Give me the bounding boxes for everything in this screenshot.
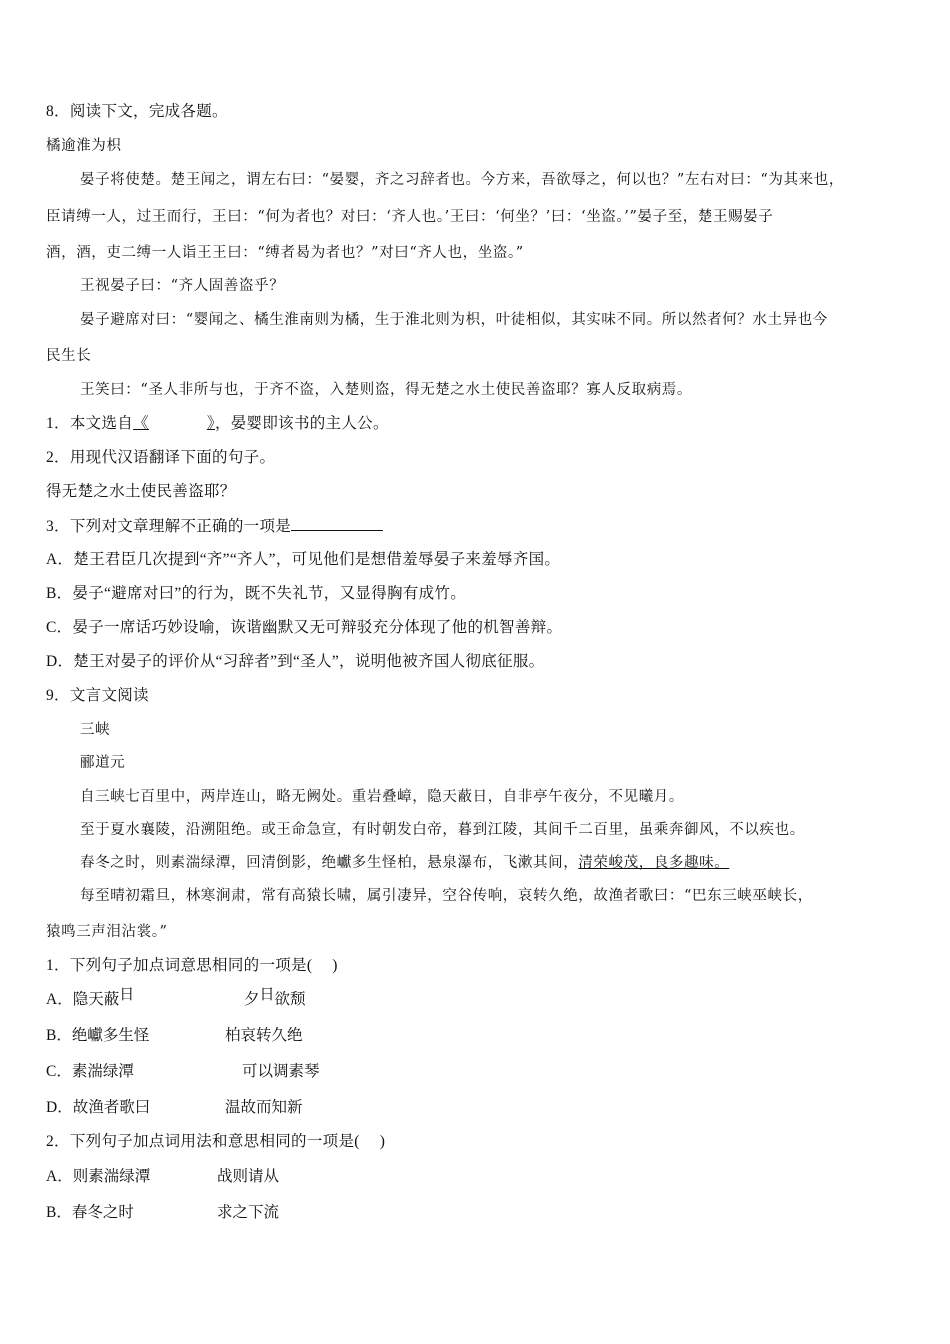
q9-paragraph-4-line-1: 每至晴初霜旦，林寒涧肃，常有高猿长啸，属引凄异，空谷传响，哀转久绝，故渔者歌曰：“巴东三峡巫峡长， — [80, 888, 813, 904]
q9-paragraph-4-line-2: 猿鸣三声泪沾裳。” — [46, 924, 168, 940]
q8-sub1 — [46, 414, 389, 434]
q9-sub1-option-a-right-prefix: 夕 — [244, 991, 260, 1008]
q8-sub3-option-a: A．楚王君臣几次提到“齐”“齐人”，可见他们是想借羞辱晏子来羞辱齐国。 — [46, 551, 561, 568]
q8-sub3 — [46, 516, 383, 537]
q9-sub1-option-a-left — [46, 987, 135, 1010]
q9-sub1-option-c-right: 可以调素琴 — [242, 1063, 320, 1080]
q8-sub1-open-mark: 《 — [133, 415, 149, 432]
q8-paragraph-1-line-2: 臣请缚一人，过王而行，王曰：“何为者也？对曰：‘齐人也。’王曰：‘何坐？’曰：‘坐盗。’”晏子至，楚王赐晏子 — [46, 209, 774, 225]
q8-title: 8．阅读下文，完成各题。 — [46, 103, 228, 120]
q8-sub1-prefix: 1．本文选自 — [46, 415, 134, 432]
q8-paragraph-1-line-1: 晏子将使楚。楚王闻之，谓左右曰：“晏婴，齐之习辞者也。今方来，吾欲辱之，何以也？”左右对曰：“为其来也， — [80, 172, 844, 188]
q9-sub1: 1．下列句子加点词意思相同的一项是( ) — [46, 957, 338, 974]
q9-sub1-option-b-right: 柏哀转久绝 — [225, 1027, 303, 1044]
q8-paragraph-1-line-3: 酒，酒，吏二缚一人诣王王曰：“缚者曷为者也？”对曰“齐人也，坐盗。” — [46, 245, 524, 261]
q8-passage-title: 橘逾淮为枳 — [46, 138, 122, 154]
q8-sub1-close-mark: 》 — [206, 415, 215, 432]
q9-sub1-option-c-left: C．素湍绿潭 — [46, 1063, 134, 1080]
q9-sub2-option-a-right: 战则请从 — [217, 1168, 280, 1185]
q8-sub1-suffix: ，晏婴即该书的主人公。 — [214, 415, 389, 432]
q8-paragraph-3-line-1: 晏子避席对曰：“婴闻之、橘生淮南则为橘，生于淮北则为枳，叶徒相似，其实味不同。所以然者何？水土异也今 — [80, 312, 828, 328]
q8-sub3-option-d: D．楚王对晏子的评价从“习辞者”到“圣人”，说明他被齐国人彻底征服。 — [46, 653, 545, 670]
q9-sub2-option-a-left: A．则素湍绿潭 — [46, 1168, 151, 1185]
q9-sub2-option-b-left: B．春冬之时 — [46, 1204, 134, 1221]
q8-paragraph-2: 王视晏子曰：“齐人固善盗乎？ — [80, 278, 285, 294]
q9-author: 郦道元 — [80, 755, 126, 771]
q8-sub1-blank[interactable] — [133, 415, 215, 432]
q8-sub3-text: 3．下列对文章理解不正确的一项是 — [46, 518, 292, 535]
q8-paragraph-3-line-2: 民生长 — [46, 348, 92, 364]
q9-paragraph-3-underlined: 清荣峻茂，良多趣味。 — [578, 855, 730, 871]
q9-sub1-option-b-left: B．绝巘多生怪 — [46, 1027, 150, 1044]
q9-passage-title: 三峡 — [80, 722, 111, 738]
q9-sub1-option-a-left-text: A．隐天蔽 — [46, 991, 120, 1008]
q8-sub3-option-b: B．晏子“避席对曰”的行为，既不失礼节，又显得胸有成竹。 — [46, 585, 466, 602]
q8-sub3-answer-blank[interactable] — [291, 516, 383, 531]
q9-sub2-option-b-right: 求之下流 — [217, 1204, 280, 1221]
q9-paragraph-3 — [80, 853, 729, 873]
q9-paragraph-3-text: 春冬之时，则素湍绿潭，回清倒影，绝巘多生怪柏，悬泉瀑布，飞漱其间， — [80, 855, 579, 871]
q9-sub1-option-a-right-suffix: 欲颓 — [274, 991, 306, 1008]
q8-sub2: 2．用现代汉语翻译下面的句子。 — [46, 449, 276, 466]
q9-sub1-option-d-left: D．故渔者歌曰 — [46, 1099, 151, 1116]
q8-paragraph-4: 王笑曰：“圣人非所与也，于齐不盗，入楚则盗，得无楚之水土使民善盗耶？寡人反取病焉。 — [80, 382, 693, 398]
q9-sub2: 2．下列句子加点词用法和意思相同的一项是( ) — [46, 1133, 386, 1150]
q9-sub1-option-a-right — [244, 987, 306, 1010]
q9-paragraph-2: 至于夏水襄陵，沿溯阻绝。或王命急宣，有时朝发白帝，暮到江陵，其间千二百里，虽乘奔御风，不以疾也。 — [80, 822, 805, 838]
q8-sub3-option-c: C．晏子一席话巧妙设喻，诙谐幽默又无可辩驳充分体现了他的机智善辩。 — [46, 619, 563, 636]
q9-sub1-option-a-left-dotted: 日 — [119, 987, 135, 1003]
q9-sub1-option-a-right-dotted: 日 — [259, 987, 275, 1003]
q9-title: 9．文言文阅读 — [46, 687, 149, 704]
q9-sub1-option-d-right: 温故而知新 — [225, 1099, 303, 1116]
q8-sub2-sentence: 得无楚之水土使民善盗耶？ — [46, 483, 236, 500]
q9-paragraph-1: 自三峡七百里中，两岸连山，略无阙处。重岩叠嶂，隐天蔽日，自非亭午夜分，不见曦月。 — [80, 789, 684, 805]
